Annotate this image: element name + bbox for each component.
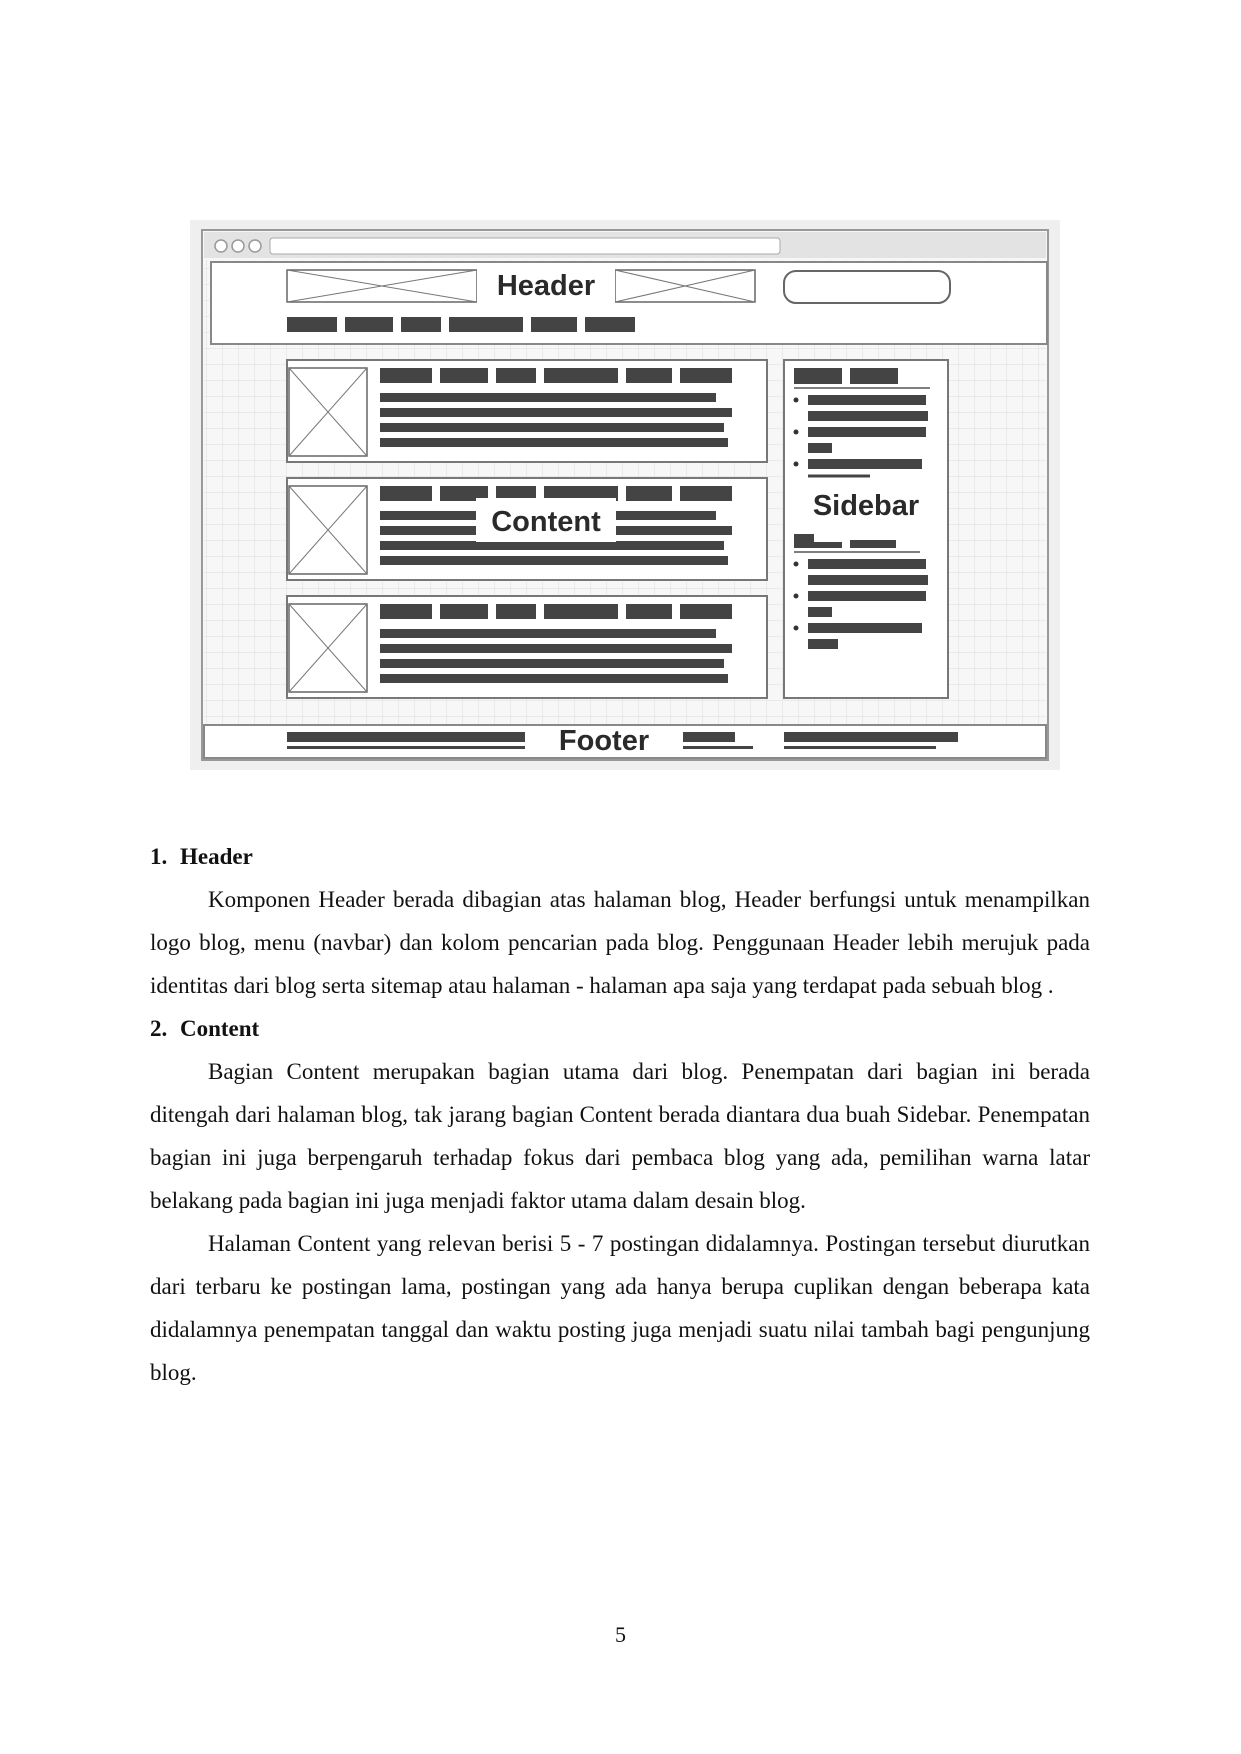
sidebar-label: Sidebar — [812, 490, 920, 522]
section-title: Header — [180, 844, 253, 869]
paragraph: Komponen Header berada dibagian atas halaman blog, Header berfungsi untuk menampilkan logo blog, menu (navbar) dan kolom pencarian pada blog. Penggunaan Header lebih merujuk pada identitas dari blog serta sitemap atau halaman - halaman apa saja yang terdapat pada sebuah blog . — [150, 887, 1090, 998]
content-post — [287, 360, 767, 462]
section-title: Content — [180, 1016, 260, 1041]
content-label: Content — [491, 506, 601, 538]
nav-item — [449, 317, 523, 332]
header-label: Header — [496, 270, 596, 302]
section-header — [150, 835, 1090, 1007]
nav-item — [585, 317, 635, 332]
window-dot-icon — [215, 240, 227, 252]
section-heading — [150, 835, 1090, 878]
section-number: 2. — [150, 1016, 168, 1041]
section-heading — [150, 1007, 1090, 1050]
search-box — [784, 271, 950, 303]
footer-label: Footer — [558, 725, 650, 757]
nav-item — [345, 317, 393, 332]
address-bar — [270, 238, 780, 254]
document-body — [150, 835, 1090, 1394]
window-dot-icon — [249, 240, 261, 252]
page-number: 5 — [615, 1622, 626, 1647]
blog-layout-wireframe-figure — [190, 220, 1060, 770]
window-dot-icon — [232, 240, 244, 252]
nav-item — [401, 317, 441, 332]
wireframe-sidebar — [784, 360, 948, 698]
wireframe-header — [211, 262, 1047, 344]
nav-item — [531, 317, 577, 332]
content-post — [287, 478, 767, 580]
wireframe-footer — [204, 725, 1046, 758]
content-post — [287, 596, 767, 698]
section-content — [150, 1007, 1090, 1394]
paragraph: Bagian Content merupakan bagian utama dari blog. Penempatan dari bagian ini berada ditengah dari halaman blog, tak jarang bagian Content berada diantara dua buah Sidebar. Penempatan bagian ini juga berpengaruh terhadap fokus dari pembaca blog yang ada, pemilihan warna latar belakang pada bagian ini juga menjadi faktor utama dalam desain blog. — [150, 1059, 1090, 1213]
nav-item — [287, 317, 337, 332]
wireframe-svg — [190, 220, 1060, 770]
wireframe-content — [287, 360, 767, 698]
browser-toolbar — [204, 232, 1046, 258]
paragraph: Halaman Content yang relevan berisi 5 - 7 postingan didalamnya. Postingan tersebut diurutkan dari terbaru ke postingan lama, postingan yang ada hanya berupa cuplikan dengan beberapa kata didalamnya penempatan tanggal dan waktu posting juga menjadi suatu nilai tambah bagi pengunjung blog. — [150, 1231, 1090, 1385]
section-number: 1. — [150, 844, 168, 869]
